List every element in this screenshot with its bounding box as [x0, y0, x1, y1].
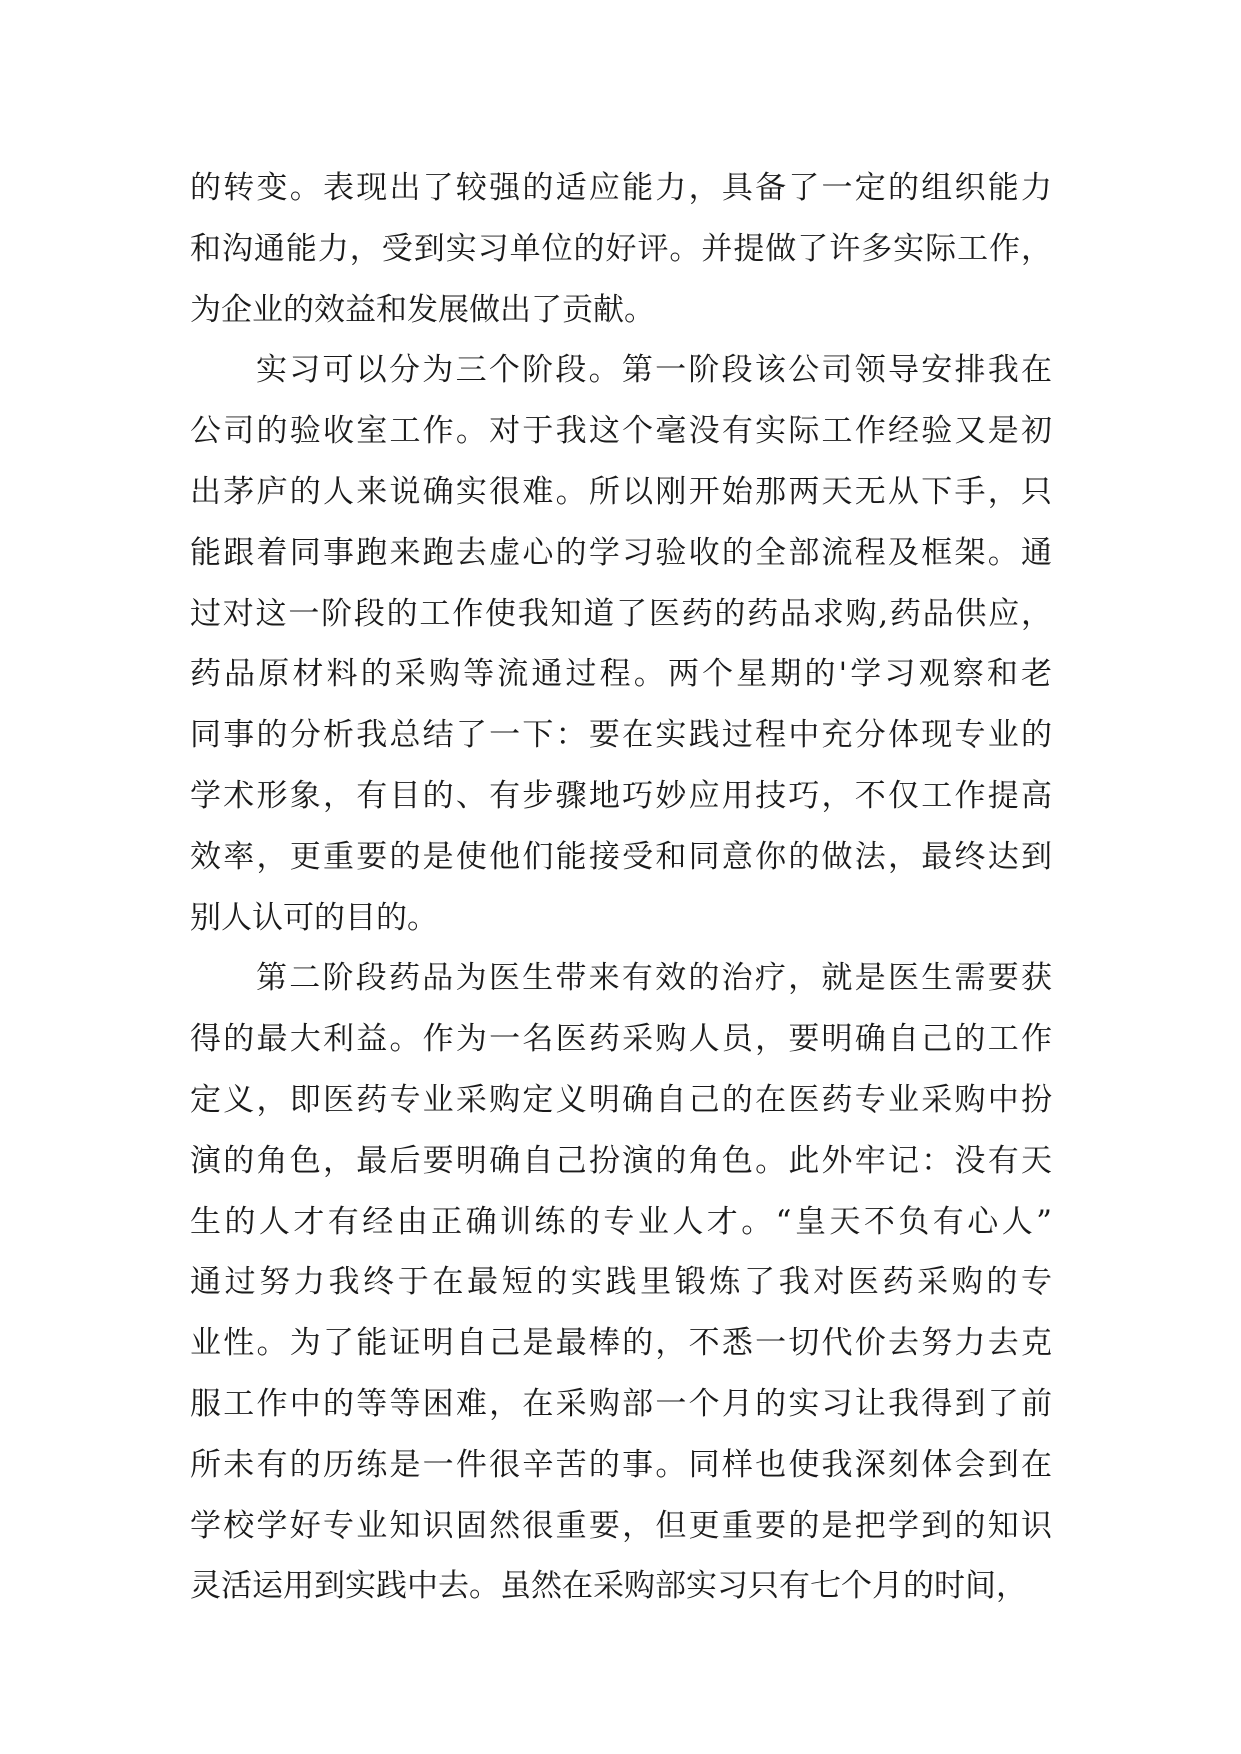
text-line: 通过努力我终于在最短的实践里锻炼了我对医药采购的专 — [190, 1264, 1052, 1301]
text-line: 服工作中的等等困难，在采购部一个月的实习让我得到了前 — [190, 1385, 1052, 1422]
paragraph — [190, 340, 1052, 948]
text-line: 演的角色，最后要明确自己扮演的角色。此外牢记：没有天 — [190, 1142, 1052, 1179]
text-line: 同事的分析我总结了一下：要在实践过程中充分体现专业的 — [190, 717, 1052, 754]
text-line: 生的人才有经由正确训练的专业人才。“皇天不负有心人” — [190, 1203, 1052, 1240]
text-line: 效率，更重要的是使他们能接受和同意你的做法，最终达到 — [190, 838, 1052, 875]
text-line: 实习可以分为三个阶段。第一阶段该公司领导安排我在 — [256, 352, 1052, 389]
text-line: 学校学好专业知识固然很重要，但更重要的是把学到的知识 — [190, 1507, 1052, 1544]
text-line: 能跟着同事跑来跑去虚心的学习验收的全部流程及框架。通 — [190, 534, 1052, 571]
body-text — [190, 158, 1052, 1617]
paragraph — [190, 158, 1052, 340]
text-line: 学术形象，有目的、有步骤地巧妙应用技巧，不仅工作提高 — [190, 777, 1052, 814]
text-line: 所未有的历练是一件很辛苦的事。同样也使我深刻体会到在 — [190, 1446, 1052, 1483]
text-line: 的转变。表现出了较强的适应能力，具备了一定的组织能力 — [190, 170, 1052, 206]
text-line: 业性。为了能证明自己是最棒的，不悉一切代价去努力去克 — [190, 1325, 1052, 1362]
paragraph — [190, 948, 1052, 1617]
text-line: 得的最大利益。作为一名医药采购人员，要明确自己的工作 — [190, 1021, 1052, 1058]
text-line: 过对这一阶段的工作使我知道了医药的药品求购,药品供应， — [190, 595, 1052, 632]
text-line: 别人认可的目的。 — [190, 899, 438, 936]
text-line: 出茅庐的人来说确实很难。所以刚开始那两天无从下手，只 — [190, 473, 1052, 510]
text-line: 公司的验收室工作。对于我这个毫没有实际工作经验又是初 — [190, 413, 1052, 450]
text-line: 定义，即医药专业采购定义明确自己的在医药专业采购中扮 — [190, 1081, 1052, 1118]
text-line: 第二阶段药品为医生带来有效的治疗，就是医生需要获 — [256, 960, 1052, 997]
text-line: 药品原材料的采购等流通过程。两个星期的'学习观察和老 — [190, 656, 1052, 693]
text-line: 灵活运用到实践中去。虽然在采购部实习只有七个月的时间， — [190, 1568, 1027, 1605]
text-line: 和沟通能力，受到实习单位的好评。并提做了许多实际工作， — [190, 230, 1052, 267]
text-line: 为企业的效益和发展做出了贡献。 — [190, 291, 655, 328]
